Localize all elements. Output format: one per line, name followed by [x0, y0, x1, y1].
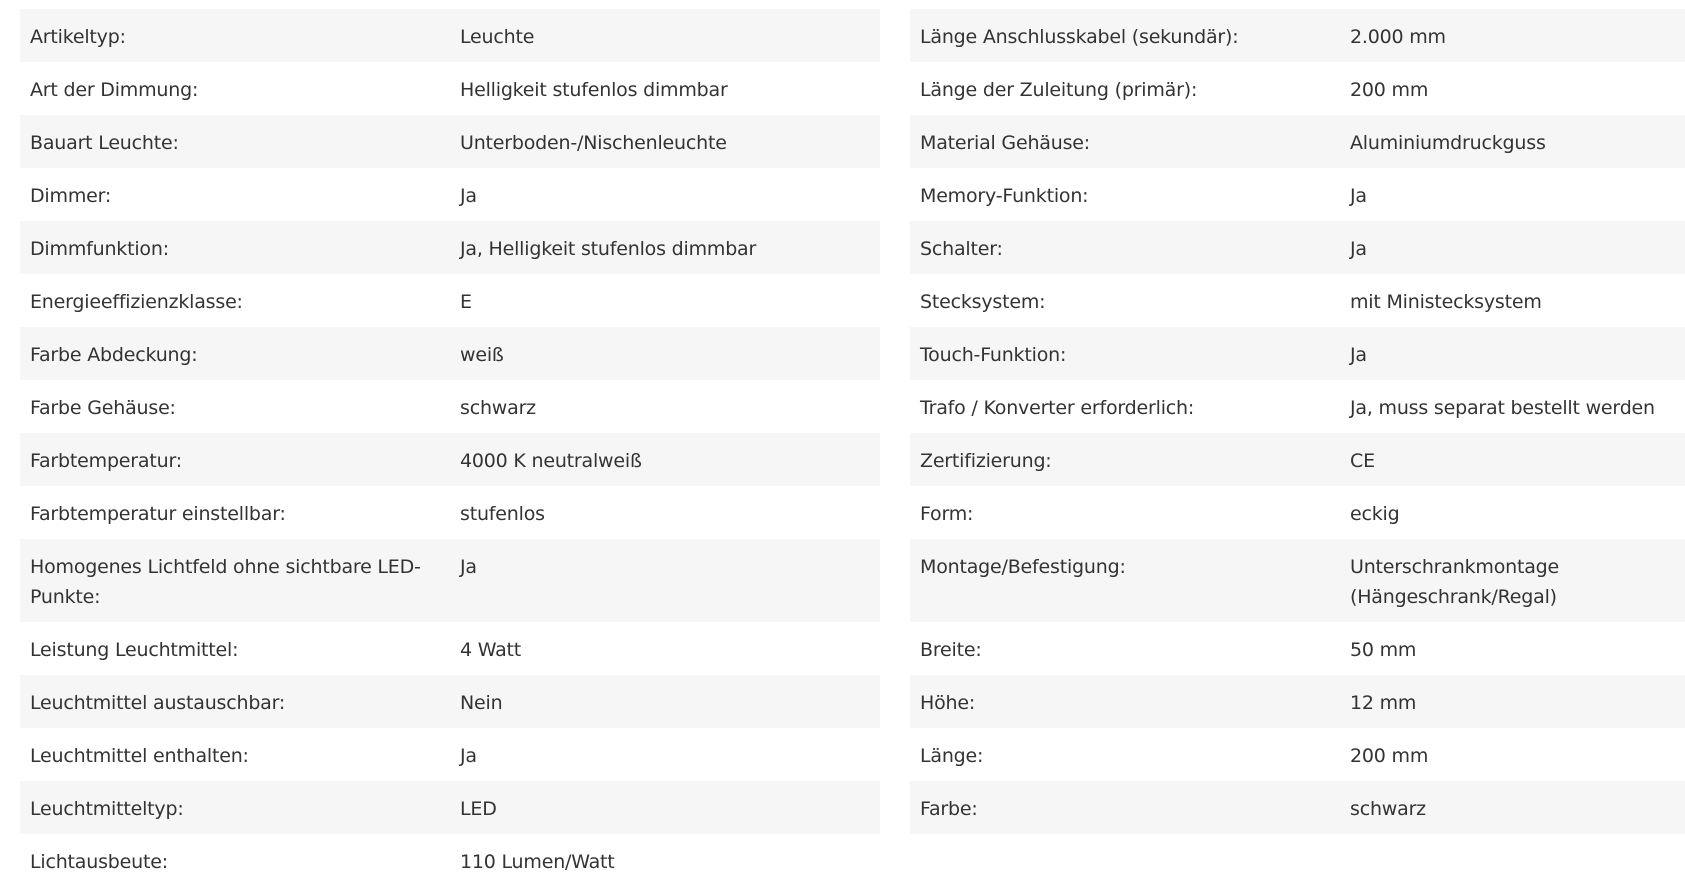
- spec-label: Homogenes Lichtfeld ohne sichtbare LED-Punkte:: [30, 556, 421, 608]
- spec-value: schwarz: [1350, 798, 1426, 820]
- spec-label: Leuchtmittel enthalten:: [30, 745, 249, 767]
- specs-column-left: [20, 9, 880, 887]
- spec-row: [20, 433, 880, 486]
- spec-row: [910, 274, 1685, 327]
- spec-row: [20, 62, 880, 115]
- spec-label: Dimmfunktion:: [30, 238, 169, 260]
- spec-value: Ja: [1350, 344, 1367, 366]
- spec-value: 4000 K neutralweiß: [460, 450, 642, 472]
- spec-row: [20, 781, 880, 834]
- spec-row: [20, 622, 880, 675]
- spec-row: [910, 433, 1685, 486]
- spec-value: 200 mm: [1350, 745, 1429, 767]
- spec-value: 4 Watt: [460, 639, 522, 661]
- spec-row: [910, 486, 1685, 539]
- spec-label: Leuchtmitteltyp:: [30, 798, 184, 820]
- spec-row: [20, 274, 880, 327]
- spec-label: Dimmer:: [30, 185, 112, 207]
- spec-label: Material Gehäuse:: [920, 132, 1090, 154]
- spec-row: [910, 728, 1685, 781]
- spec-value: 2.000 mm: [1350, 26, 1446, 48]
- spec-value: Ja: [1350, 238, 1367, 260]
- spec-label: Leistung Leuchtmittel:: [30, 639, 239, 661]
- spec-value: stufenlos: [460, 503, 545, 525]
- spec-label: Länge der Zuleitung (primär):: [920, 79, 1198, 101]
- spec-row: [910, 168, 1685, 221]
- spec-label: Bauart Leuchte:: [30, 132, 179, 154]
- spec-label: Montage/Befestigung:: [920, 556, 1126, 578]
- spec-row: [910, 221, 1685, 274]
- spec-value: Nein: [460, 692, 503, 714]
- spec-label: Schalter:: [920, 238, 1003, 260]
- spec-row: [910, 115, 1685, 168]
- spec-row: [20, 675, 880, 728]
- spec-label: Länge:: [920, 745, 984, 767]
- spec-label: Lichtausbeute:: [30, 851, 168, 873]
- spec-value: Aluminiumdruckguss: [1350, 132, 1546, 154]
- spec-value: mit Ministecksystem: [1350, 291, 1542, 313]
- spec-value: Ja, Helligkeit stufenlos dimmbar: [460, 238, 757, 260]
- specs-column-right: [910, 9, 1685, 887]
- spec-value: Helligkeit stufenlos dimmbar: [460, 79, 728, 101]
- spec-row: [910, 675, 1685, 728]
- spec-row-faded: [910, 834, 1685, 884]
- spec-row: [20, 9, 880, 62]
- spec-row: [20, 221, 880, 274]
- spec-label: Energieeffizienzklasse:: [30, 291, 243, 313]
- spec-row: [910, 9, 1685, 62]
- spec-row: [20, 539, 880, 622]
- spec-value: CE: [1350, 450, 1375, 472]
- spec-label: Zertifizierung:: [920, 450, 1052, 472]
- spec-row: [20, 327, 880, 380]
- spec-row: [910, 622, 1685, 675]
- spec-row: [20, 834, 880, 887]
- spec-label: Leuchtmittel austauschbar:: [30, 692, 286, 714]
- spec-label: Länge Anschlusskabel (sekundär):: [920, 26, 1239, 48]
- product-specs-table: [20, 9, 1685, 887]
- spec-label: Breite:: [920, 639, 982, 661]
- spec-value: 200 mm: [1350, 79, 1429, 101]
- spec-value: Ja: [1350, 185, 1367, 207]
- spec-value: schwarz: [460, 397, 536, 419]
- spec-value: E: [460, 291, 472, 313]
- spec-label: Memory-Funktion:: [920, 185, 1089, 207]
- spec-row: [20, 728, 880, 781]
- spec-value: Ja: [460, 556, 477, 578]
- spec-row: [20, 168, 880, 221]
- spec-value: 12 mm: [1350, 692, 1417, 714]
- spec-label: Farbe Gehäuse:: [30, 397, 176, 419]
- spec-label: Höhe:: [920, 692, 976, 714]
- spec-value: Ja: [460, 185, 477, 207]
- spec-value: Ja, muss separat bestellt werden: [1350, 397, 1655, 419]
- spec-row: [20, 380, 880, 433]
- spec-row: [20, 486, 880, 539]
- spec-value: Unterboden-/Nischenleuchte: [460, 132, 727, 154]
- spec-label: Art der Dimmung:: [30, 79, 199, 101]
- spec-label: Farbtemperatur einstellbar:: [30, 503, 286, 525]
- spec-row: [910, 327, 1685, 380]
- spec-value: Leuchte: [460, 26, 535, 48]
- spec-value: LED: [460, 798, 497, 820]
- spec-value: weiß: [460, 344, 504, 366]
- spec-value: eckig: [1350, 503, 1400, 525]
- spec-row: [20, 115, 880, 168]
- spec-label: Artikeltyp:: [30, 26, 126, 48]
- spec-label: Trafo / Konverter erforderlich:: [920, 397, 1195, 419]
- spec-row: [910, 539, 1685, 622]
- spec-row: [910, 62, 1685, 115]
- spec-label: Form:: [920, 503, 974, 525]
- spec-value: 50 mm: [1350, 639, 1417, 661]
- spec-label: Farbtemperatur:: [30, 450, 182, 472]
- spec-label: Farbe Abdeckung:: [30, 344, 198, 366]
- spec-label: Touch-Funktion:: [920, 344, 1067, 366]
- spec-label: Stecksystem:: [920, 291, 1046, 313]
- spec-value: Ja: [460, 745, 477, 767]
- spec-label: Farbe:: [920, 798, 978, 820]
- spec-row: [910, 380, 1685, 433]
- spec-value: Unterschrankmontage (Hängeschrank/Regal): [1350, 556, 1560, 608]
- spec-value: 110 Lumen/Watt: [460, 851, 615, 873]
- spec-row: [910, 781, 1685, 834]
